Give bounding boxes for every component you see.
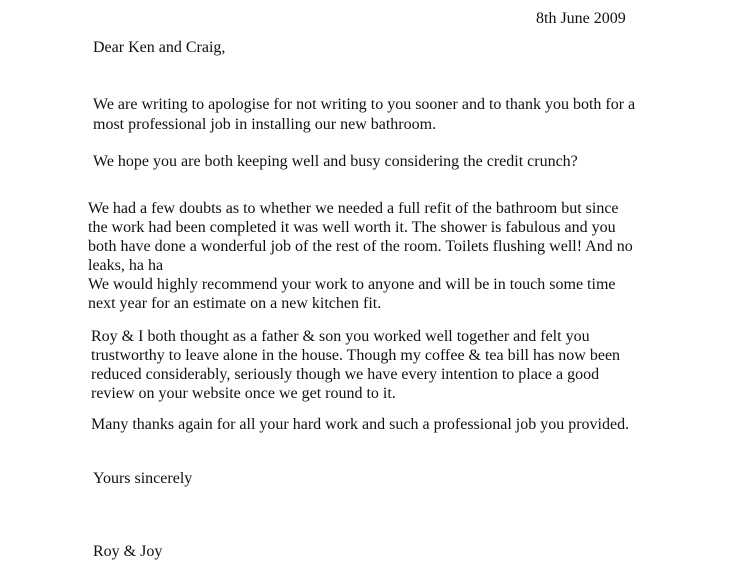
paragraph-1-line-2: most professional job in installing our new bathroom. bbox=[93, 116, 437, 133]
paragraph-3-line-4: leaks, ha ha bbox=[88, 257, 164, 274]
paragraph-4-line-1: Roy & I both thought as a father & son you worked well together and felt you bbox=[91, 328, 590, 345]
paragraph-1-line-1: We are writing to apologise for not writing to you sooner and to thank you both for a bbox=[93, 96, 636, 113]
letter-date: 8th June 2009 bbox=[536, 10, 626, 27]
paragraph-4-line-3: reduced considerably, seriously though we have every intention to place a good bbox=[91, 366, 600, 383]
paragraph-2-line-1: We hope you are both keeping well and busy considering the credit crunch? bbox=[93, 153, 578, 170]
letter-salutation: Dear Ken and Craig, bbox=[93, 39, 226, 56]
paragraph-3-line-6: next year for an estimate on a new kitchen fit. bbox=[88, 295, 382, 312]
letter-closing: Yours sincerely bbox=[93, 470, 193, 487]
paragraph-3-line-3: both have done a wonderful job of the rest of the room. Toilets flushing well! And no bbox=[88, 238, 633, 255]
letter-signature: Roy & Joy bbox=[93, 543, 163, 560]
paragraph-3-line-1: We had a few doubts as to whether we needed a full refit of the bathroom but since bbox=[88, 200, 619, 217]
paragraph-3-line-5: We would highly recommend your work to anyone and will be in touch some time bbox=[88, 276, 616, 293]
paragraph-3-line-2: the work had been completed it was well worth it. The shower is fabulous and you bbox=[88, 219, 616, 236]
paragraph-4-line-4: review on your website once we get round to it. bbox=[91, 385, 396, 402]
paragraph-4-line-2: trustworthy to leave alone in the house. Though my coffee & tea bill has now been bbox=[91, 347, 621, 364]
paragraph-5-line-1: Many thanks again for all your hard work and such a professional job you provided. bbox=[91, 416, 630, 433]
